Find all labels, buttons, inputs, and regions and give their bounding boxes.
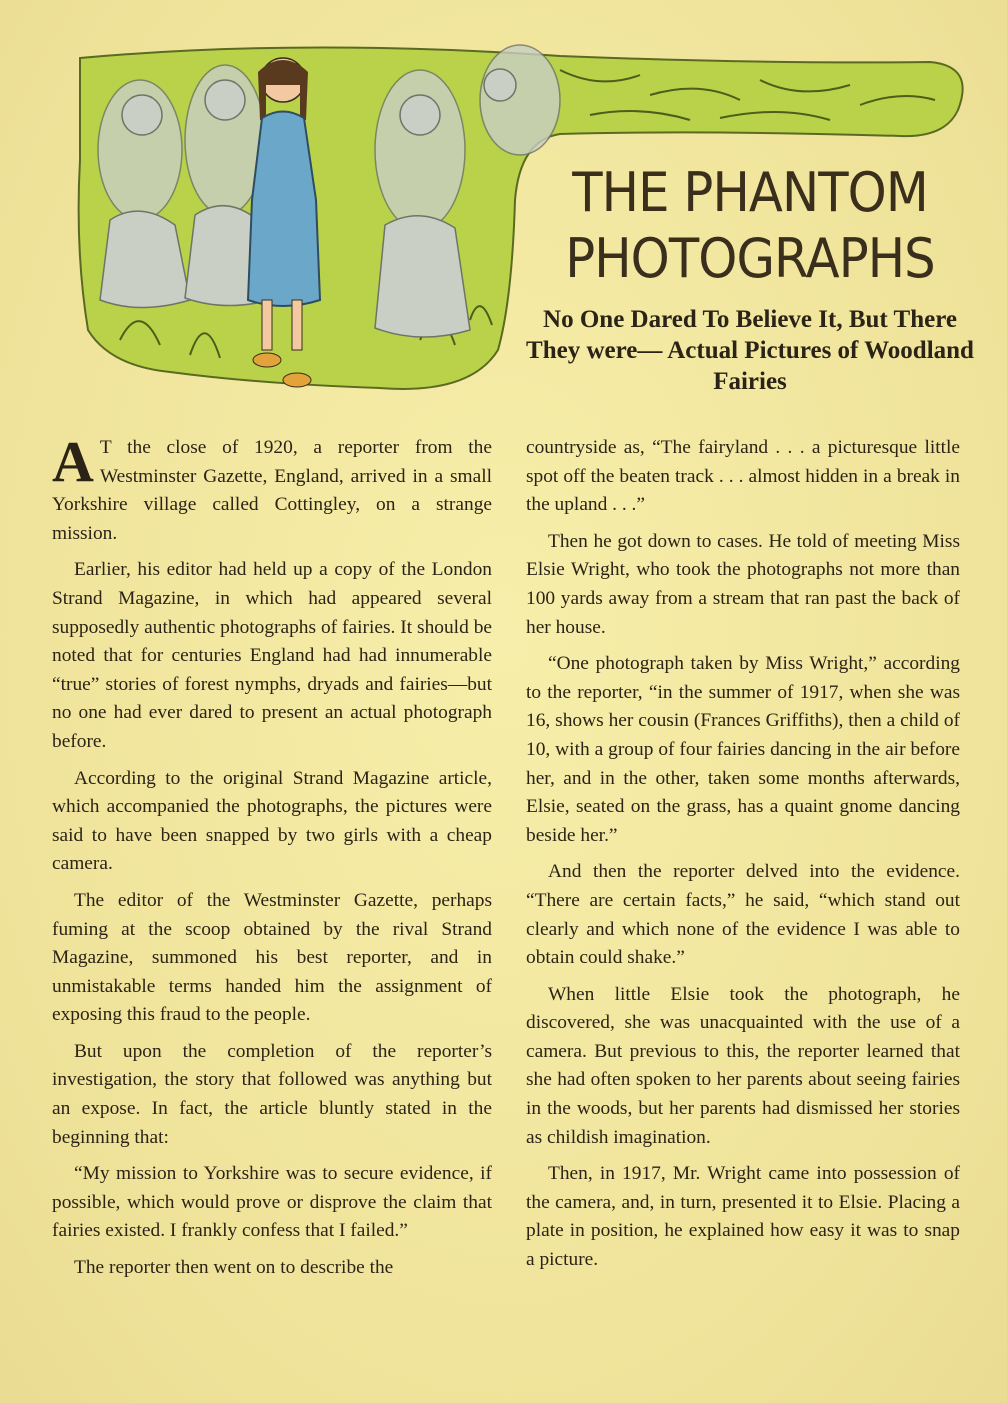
paragraph: But upon the completion of the reporter’s investigation, the story that followed was anything but an expose. In fact, the article bluntly stated in the beginning that: — [52, 1040, 492, 1148]
page-title-line-2: PHOTOGRAPHS — [565, 227, 935, 290]
paragraph: According to the original Strand Magazine article, which accompanied the photographs, the pictures were said to have been snapped by two girls with a cheap camera. — [52, 767, 492, 875]
paragraph: countryside as, “The fairyland . . . a picturesque little spot off the beaten track . . . almost hidden in a break in the upland . . .” — [526, 437, 960, 516]
left-column — [52, 429, 492, 1291]
subtitle: No One Dared To Believe It, But There They were— Actual Pictures of Woodland Fairies — [526, 306, 974, 395]
page-title-line-1: THE PHANTOM — [572, 161, 928, 224]
right-column — [526, 434, 960, 1283]
paragraph: When little Elsie took the photograph, he discovered, she was unacquainted with the use of a camera. But previous to this, the reporter learned that she had often spoken to her parents about seeing fairies in the woods, but her parents had dismissed her stories as childish imagination. — [526, 983, 960, 1148]
paragraph: Then he got down to cases. He told of meeting Miss Elsie Wright, who took the photographs not more than 100 yards away from a stream that ran past the back of her house. — [526, 530, 960, 638]
drop-cap: A — [52, 429, 94, 494]
paragraph: The reporter then went on to describe the — [74, 1257, 394, 1279]
paragraph: The editor of the Westminster Gazette, perhaps fuming at the scoop obtained by the rival Strand Magazine, summoned his best reporter, and in unmistakable terms handed him the assignment of exposing this fraud to the people. — [52, 889, 492, 1026]
paragraph: Earlier, his editor had held up a copy of the London Strand Magazine, in which had appeared several supposedly authentic photographs of fairies. It should be noted that for centuries England had had innumerable “true” stories of forest nymphs, dryads and fairies—but no one had ever dared to present an actual photograph before. — [52, 559, 492, 752]
paragraph: And then the reporter delved into the evidence. “There are certain facts,” he said, “which stand out clearly and which none of the evidence I was able to obtain could shake.” — [526, 861, 960, 969]
paragraph: Then, in 1917, Mr. Wright came into possession of the camera, and, in turn, presented it to Elsie. Placing a plate in position, he explained how easy it was to snap a picture. — [526, 1163, 960, 1271]
paragraph: “One photograph taken by Miss Wright,” according to the reporter, “in the summer of 1917, when she was 16, shows her cousin (Frances Griffiths), then a child of 10, with a group of four fairies dancing in the air before her, and in the other, taken some months afterwards, Elsie, seated on the grass, has a quaint gnome dancing beside her.” — [526, 653, 960, 846]
paragraph: A T the close of 1920, a reporter from the Westminster Gazette, England, arrived in a small Yorkshire village called Cottingley, on a strange mission. — [52, 429, 492, 544]
title-block — [520, 160, 980, 397]
paragraph: “My mission to Yorkshire was to secure evidence, if possible, which would prove or disprove the claim that fairies existed. I frankly confess that I failed.” — [52, 1163, 492, 1242]
